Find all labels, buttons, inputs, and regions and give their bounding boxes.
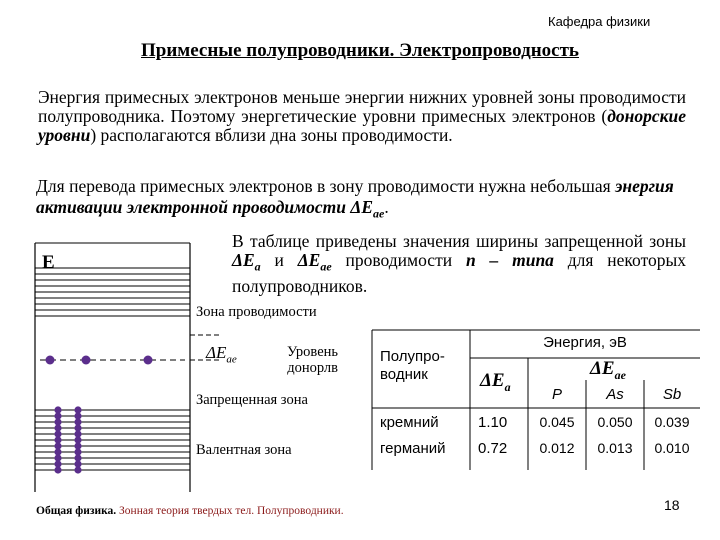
paragraph-text: проводимости	[331, 250, 466, 270]
delta-symbol: ΔE	[206, 343, 227, 362]
emphasis-n-type: n – типа	[465, 250, 554, 270]
table-cell-Sb: 0.010	[654, 440, 690, 456]
footer-topic: Зонная теория твердых тел. Полупроводники.	[116, 505, 344, 517]
footer-course: Общая физика.	[36, 505, 117, 517]
forbidden-zone-label: Запрещенная зона	[196, 392, 308, 408]
page-number: 18	[664, 497, 680, 513]
subscript: ae	[373, 206, 385, 221]
table-cell-name: кремний	[380, 414, 439, 431]
table-header-as: As	[606, 386, 624, 403]
paragraph-text: Для перевода примесных электронов в зону проводимости нужна небольшая	[36, 176, 616, 196]
table-header-semiconductor: Полупро-водник	[380, 348, 445, 383]
subscript: ae	[320, 259, 332, 274]
table-header-sb: Sb	[662, 386, 682, 403]
footer	[36, 505, 344, 517]
paragraph-text: .	[384, 197, 389, 217]
paragraph-text: ) располагаются вблизи дна зоны проводимости.	[90, 125, 453, 145]
delta-symbol: ΔE	[480, 370, 505, 391]
table-cell-Sb: 0.039	[654, 414, 690, 430]
subscript: a	[254, 259, 261, 274]
energy-axis-label: E	[42, 252, 55, 273]
subscript: ae	[226, 353, 237, 366]
table-cell-dEa: 1.10	[478, 414, 508, 431]
table-header-delta-ea	[480, 370, 511, 395]
department-label: Кафедра физики	[548, 14, 651, 29]
paragraph-text: и	[260, 250, 298, 270]
table-cell-name: германий	[380, 440, 446, 457]
table-cell-P: 0.012	[539, 440, 575, 456]
table-header-energy: Энергия, эВ	[543, 334, 627, 351]
donor-level-label: Уровень донорлв	[286, 344, 338, 376]
table-cell-P: 0.045	[539, 414, 575, 430]
symbol-delta-eae: ΔE	[297, 250, 321, 270]
emphasis-donor-levels: донорские уровни	[38, 106, 686, 145]
paragraph-text: В таблице приведены значения ширины запрещенной зоны	[232, 231, 686, 251]
symbol-delta-ea: ΔE	[232, 250, 255, 270]
delta-symbol: ΔE	[590, 358, 615, 379]
table-header-delta-eae	[590, 358, 626, 383]
valence-band-label: Валентная зона	[196, 442, 292, 458]
page-title: Примесные полупроводники. Электропроводность	[141, 40, 579, 61]
conduction-band-label: Зона проводимости	[196, 304, 317, 320]
table-header-p: P	[551, 386, 562, 403]
table-cell-dEa: 0.72	[478, 440, 508, 457]
emphasis-activation-energy: энергия активации электронной проводимости ΔE	[36, 176, 674, 217]
paragraph-text: для некоторых полупроводников.	[232, 250, 686, 296]
subscript: ae	[614, 367, 626, 382]
table-cell-As: 0.013	[597, 440, 633, 456]
table-cell-As: 0.050	[597, 414, 633, 430]
paragraph-text: Энергия примесных электронов меньше энергии нижних уровней зоны проводимости полупроводника. Поэтому энергетические уровни примесных электронов (	[38, 87, 686, 126]
subscript: a	[504, 379, 511, 394]
